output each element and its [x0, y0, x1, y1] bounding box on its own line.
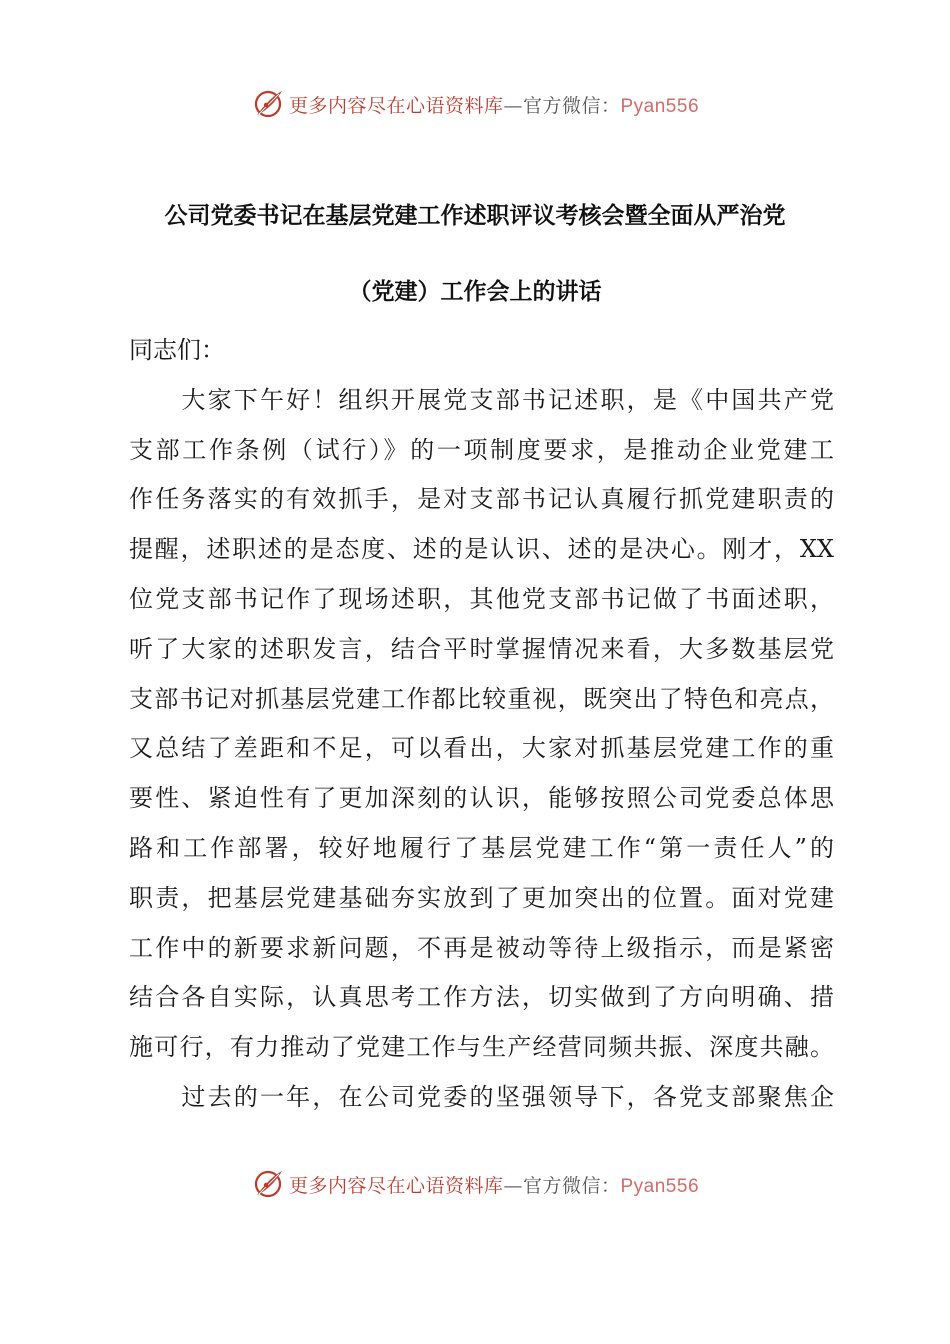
feather-pen-logo-icon [251, 87, 285, 121]
body-line: 支部工作条例（试行）》的一项制度要求，是推动企业党建工 [129, 435, 834, 464]
banner-contact-label: 官方微信： [522, 1174, 621, 1197]
banner-main-text: 更多内容尽在心语资料库 [288, 1174, 504, 1197]
header-banner [0, 84, 950, 124]
body-line: 位党支部书记作了现场述职，其他党支部书记做了书面述职， [129, 584, 834, 613]
body-line: 要性、紧迫性有了更加深刻的认识，能够按照公司党委总体思 [129, 784, 834, 813]
banner-text [289, 1171, 699, 1198]
body-line: 过去的一年，在公司党委的坚强领导下，各党支部聚焦企 [129, 1082, 834, 1111]
document-title-line-2: （党建）工作会上的讲话 [348, 279, 602, 305]
document-body [129, 326, 834, 1123]
body-line: 大家下午好！组织开展党支部书记述职，是《中国共产党 [129, 385, 834, 414]
document-title-line-1: 公司党委书记在基层党建工作述职评议考核会暨全面从严治党 [164, 203, 786, 229]
footer-banner [0, 1164, 950, 1204]
banner-main-text: 更多内容尽在心语资料库 [288, 94, 504, 117]
body-line: 结合各自实际，认真思考工作方法，切实做到了方向明确、措 [129, 983, 834, 1012]
body-line: 支部书记对抓基层党建工作都比较重视，既突出了特色和亮点， [129, 684, 834, 713]
salutation: 同志们： [129, 336, 225, 364]
document-title [110, 178, 840, 330]
body-line: 作任务落实的有效抓手，是对支部书记认真履行抓党建职责的 [129, 485, 834, 514]
body-line: 又总结了差距和不足，可以看出，大家对抓基层党建工作的重 [129, 734, 834, 763]
body-line: 施可行，有力推动了党建工作与生产经营同频共振、深度共融。 [129, 1033, 834, 1062]
banner-separator: — [503, 94, 523, 117]
body-line: 路和工作部署，较好地履行了基层党建工作“第一责任人”的 [129, 833, 834, 862]
banner-separator: — [503, 1174, 523, 1197]
body-line: 听了大家的述职发言，结合平时掌握情况来看，大多数基层党 [129, 634, 834, 663]
body-line: 工作中的新要求新问题，不再是被动等待上级指示，而是紧密 [129, 933, 834, 962]
body-line: 职责，把基层党建基础夯实放到了更加突出的位置。面对党建 [129, 883, 834, 912]
banner-contact-id: Pyan556 [620, 1175, 700, 1197]
feather-pen-logo-icon [251, 1167, 285, 1201]
body-line: 提醒，述职述的是态度、述的是认识、述的是决心。刚才，XX [129, 535, 834, 564]
banner-text [289, 91, 699, 118]
banner-contact-label: 官方微信： [522, 94, 621, 117]
banner-contact-id: Pyan556 [620, 95, 700, 117]
